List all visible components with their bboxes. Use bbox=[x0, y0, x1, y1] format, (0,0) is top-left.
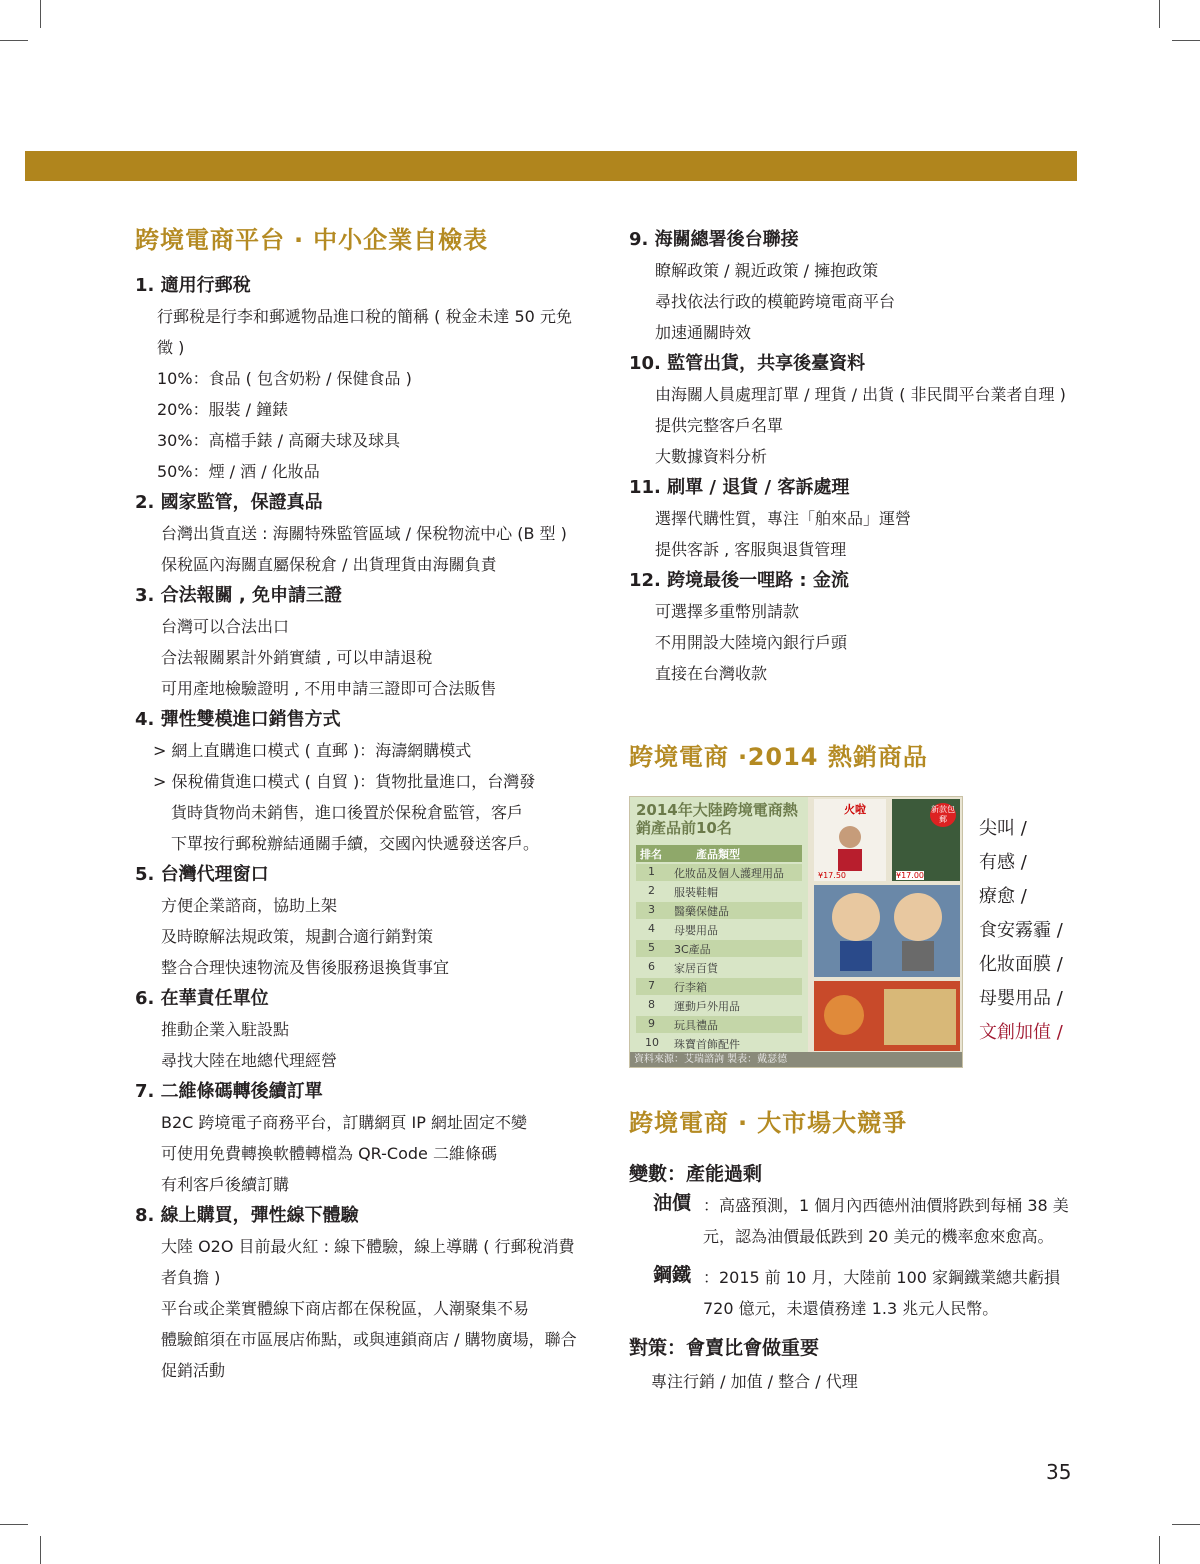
strategy-text: 專注行銷 / 加值 / 整合 / 代理 bbox=[651, 1372, 858, 1391]
bobblehead-figures-icon bbox=[814, 885, 960, 977]
checklist-line: 直接在台灣收款 bbox=[655, 664, 768, 683]
table-row bbox=[636, 959, 802, 976]
checklist-line: 瞭解政策 / 親近政策 / 擁抱政策 bbox=[655, 261, 879, 280]
category-cell: 服裝鞋帽 bbox=[674, 886, 718, 899]
checklist-line: B2C 跨境電子商務平台，訂購網頁 IP 網址固定不變 bbox=[161, 1113, 527, 1132]
rank-cell: 9 bbox=[648, 1017, 655, 1030]
rank-cell: 4 bbox=[648, 922, 655, 935]
new-arrival-badge: 新款包郵 bbox=[930, 803, 956, 827]
checklist-line: 可用產地檢驗證明 , 不用申請三證即可合法販售 bbox=[161, 679, 497, 698]
rank-cell: 7 bbox=[648, 979, 655, 992]
product-tag-highlight: 文創加值 / bbox=[979, 1022, 1063, 1043]
checklist-line: 30%：高檔手錶 / 高爾夫球及球具 bbox=[157, 431, 401, 450]
entry-text: ：2015 前 10 月，大陸前 100 家鋼鐵業總共虧損 720 億元，未還債務達 1.3 兆元人民幣。 bbox=[703, 1268, 1061, 1318]
soccer-player-photo bbox=[814, 799, 886, 881]
entry-key: 鋼鐵 bbox=[653, 1264, 692, 1286]
checklist-item-title: 10. 監管出貨，共享後臺資料 bbox=[629, 353, 866, 374]
checklist-item-title: 4. 彈性雙模進口銷售方式 bbox=[135, 709, 341, 730]
checklist-line: 不用開設大陸境內銀行戶頭 bbox=[655, 633, 848, 652]
steel-entry bbox=[653, 1262, 1089, 1324]
category-cell: 3C產品 bbox=[674, 943, 711, 956]
category-cell: 母嬰用品 bbox=[674, 924, 718, 937]
product-tag: 化妝面膜 / bbox=[979, 954, 1063, 975]
oil-price-entry bbox=[653, 1190, 1089, 1252]
crop-mark bbox=[1172, 40, 1200, 41]
product-tags bbox=[979, 812, 1089, 1050]
category-header: 產品類型 bbox=[696, 848, 740, 861]
checklist-line: 尋找大陸在地總代理經營 bbox=[161, 1051, 338, 1070]
hot-badge: 火啦 bbox=[844, 803, 866, 816]
table-row bbox=[636, 978, 802, 995]
rank-header: 排名 bbox=[640, 848, 662, 861]
checklist-item-title: 12. 跨境最後一哩路 : 金流 bbox=[629, 570, 849, 591]
checklist-line: 合法報關累計外銷實績 , 可以申請退稅 bbox=[161, 648, 433, 667]
page-number: 35 bbox=[1046, 1460, 1072, 1484]
bestsellers-table-header bbox=[636, 845, 802, 862]
strategy-title: 對策：會賣比會做重要 bbox=[629, 1337, 820, 1359]
checklist-line: 加速通關時效 bbox=[655, 323, 752, 342]
entry-text: ：高盛預測，1 個月內西德州油價將跌到每桶 38 美元，認為油價最低跌到 20 美元的機率愈來愈高。 bbox=[703, 1196, 1069, 1246]
table-row bbox=[636, 997, 802, 1014]
crop-mark bbox=[0, 1524, 28, 1525]
checklist-item-title: 5. 台灣代理窗口 bbox=[135, 864, 269, 885]
bestsellers-source: 資料來源：艾瑞諮詢 製表：戴瑟德 bbox=[630, 1052, 963, 1067]
entry-key: 油價 bbox=[653, 1192, 692, 1214]
crop-mark bbox=[40, 1536, 41, 1564]
rank-cell: 8 bbox=[648, 998, 655, 1011]
crop-mark bbox=[1159, 0, 1160, 28]
header-band bbox=[25, 151, 1077, 181]
price-tag: ¥17.00 bbox=[896, 871, 924, 880]
gift-box-icon bbox=[814, 981, 960, 1051]
checklist-line: 方便企業諮商，協助上架 bbox=[161, 896, 338, 915]
category-cell: 家居百貨 bbox=[674, 962, 718, 975]
table-row bbox=[636, 921, 802, 938]
product-tag: 食安霧霾 / bbox=[979, 920, 1063, 941]
checklist-item-title: 8. 線上購買，彈性線下體驗 bbox=[135, 1205, 359, 1226]
table-row bbox=[636, 940, 802, 957]
checklist-line: 及時瞭解法規政策，規劃合適行銷對策 bbox=[161, 927, 434, 946]
checklist-line: 平台或企業實體線下商店都在保稅區，人潮聚集不易 bbox=[161, 1299, 530, 1318]
checklist-line: 台灣可以合法出口 bbox=[161, 617, 290, 636]
market-section bbox=[629, 1160, 1089, 1397]
checklist-line: > 保稅備貨進口模式 ( 自貿 )：貨物批量進口，台灣發 bbox=[153, 772, 536, 791]
crop-mark bbox=[0, 40, 28, 41]
table-row bbox=[636, 864, 802, 881]
checklist-line: 行郵稅是行李和郵遞物品進口稅的簡稱 ( 稅金未達 50 元免徵 ) bbox=[157, 307, 572, 357]
checklist-item-title: 6. 在華責任單位 bbox=[135, 988, 269, 1009]
rank-cell: 1 bbox=[648, 865, 655, 878]
checklist-left-column bbox=[135, 224, 595, 1386]
checklist-line: 有利客戶後續訂購 bbox=[161, 1175, 290, 1194]
product-tag: 有感 / bbox=[979, 852, 1027, 873]
checklist-heading: 跨境電商平台 ‧ 中小企業自檢表 bbox=[135, 226, 489, 254]
category-cell: 玩具禮品 bbox=[674, 1019, 718, 1032]
checklist-line: 大陸 O2O 目前最火紅 : 線下體驗，線上導購 ( 行郵稅消費者負擔 ) bbox=[161, 1237, 575, 1287]
category-cell: 珠寶首飾配件 bbox=[674, 1038, 740, 1051]
crop-mark bbox=[1172, 1524, 1200, 1525]
cultural-gift-box-photo bbox=[814, 981, 960, 1051]
bottle-opener-photo bbox=[892, 799, 960, 881]
rank-cell: 6 bbox=[648, 960, 655, 973]
products-heading: 跨境電商 ‧2014 熱銷商品 bbox=[629, 743, 928, 771]
checklist-line: 體驗館須在市區展店佈點，或與連鎖商店 / 購物廣場，聯合促銷活動 bbox=[161, 1330, 577, 1380]
price-tag: ¥17.50 bbox=[818, 871, 846, 880]
checklist-line: 下單按行郵稅辦結通關手續，交國內快遞發送客戶。 bbox=[171, 834, 540, 853]
checklist-item-title: 3. 合法報關 , 免申請三證 bbox=[135, 585, 342, 606]
variables-title: 變數：產能過剩 bbox=[629, 1163, 763, 1185]
rank-cell: 3 bbox=[648, 903, 655, 916]
checklist-line: 10%：食品 ( 包含奶粉 / 保健食品 ) bbox=[157, 369, 412, 388]
table-row bbox=[636, 1016, 802, 1033]
checklist-line: 50%：煙 / 酒 / 化妝品 bbox=[157, 462, 320, 481]
checklist-right-column bbox=[629, 224, 1089, 689]
checklist-line: > 網上直購進口模式 ( 直郵 )：海濤網購模式 bbox=[153, 741, 472, 760]
checklist-item-title: 2. 國家監管，保證真品 bbox=[135, 492, 323, 513]
product-tag: 療愈 / bbox=[979, 886, 1027, 907]
checklist-line: 整合合理快速物流及售後服務退換貨事宜 bbox=[161, 958, 450, 977]
checklist-line: 台灣出貨直送 : 海關特殊監管區域 / 保稅物流中心 (B 型 ) bbox=[161, 524, 567, 543]
bobblehead-figures-photo bbox=[814, 885, 960, 977]
category-cell: 化妝品及個人護理用品 bbox=[674, 867, 784, 880]
player-figure-icon bbox=[814, 799, 886, 881]
checklist-line: 可選擇多重幣別請款 bbox=[655, 602, 800, 621]
rank-cell: 5 bbox=[648, 941, 655, 954]
checklist-line: 可使用免費轉換軟體轉檔為 QR-Code 二維條碼 bbox=[161, 1144, 497, 1163]
checklist-line: 保稅區內海關直屬保稅倉 / 出貨理貨由海關負責 bbox=[161, 555, 497, 574]
table-row bbox=[636, 902, 802, 919]
checklist-item-title: 1. 適用行郵稅 bbox=[135, 275, 251, 296]
table-row bbox=[636, 1035, 802, 1052]
category-cell: 運動戶外用品 bbox=[674, 1000, 740, 1013]
checklist-line: 提供完整客戶名單 bbox=[655, 416, 784, 435]
checklist-item-title: 9. 海關總署後台聯接 bbox=[629, 229, 799, 250]
checklist-line: 選擇代購性質，專注「舶來品」運營 bbox=[655, 509, 912, 528]
checklist-item-title: 11. 刷單 / 退貨 / 客訴處理 bbox=[629, 477, 850, 498]
checklist-line: 尋找依法行政的模範跨境電商平台 bbox=[655, 292, 896, 311]
product-tag: 母嬰用品 / bbox=[979, 988, 1063, 1009]
checklist-line: 20%：服裝 / 鐘錶 bbox=[157, 400, 289, 419]
checklist-line: 貨時貨物尚未銷售，進口後置於保稅倉監管，客戶 bbox=[171, 803, 524, 822]
rank-cell: 2 bbox=[648, 884, 655, 897]
checklist-line: 由海關人員處理訂單 / 理貨 / 出貨 ( 非民間平台業者自理 ) bbox=[655, 385, 1066, 404]
crop-mark bbox=[40, 0, 41, 28]
checklist-item-title: 7. 二維條碼轉後續訂單 bbox=[135, 1081, 323, 1102]
market-heading: 跨境電商 ‧ 大市場大競爭 bbox=[629, 1109, 908, 1137]
category-cell: 醫藥保健品 bbox=[674, 905, 729, 918]
table-row bbox=[636, 883, 802, 900]
crop-mark bbox=[1159, 1536, 1160, 1564]
checklist-line: 推動企業入駐設點 bbox=[161, 1020, 290, 1039]
bestsellers-table-title: 2014年大陸跨境電商熱銷產品前10名 bbox=[636, 801, 798, 837]
checklist-line: 大數據資料分析 bbox=[655, 447, 768, 466]
checklist-line: 提供客訴 , 客服與退貨管理 bbox=[655, 540, 847, 559]
bestsellers-table-graphic bbox=[630, 797, 808, 1067]
rank-cell: 10 bbox=[645, 1036, 659, 1049]
bestsellers-image bbox=[629, 796, 963, 1068]
product-tag: 尖叫 / bbox=[979, 818, 1027, 839]
category-cell: 行李箱 bbox=[674, 981, 707, 994]
